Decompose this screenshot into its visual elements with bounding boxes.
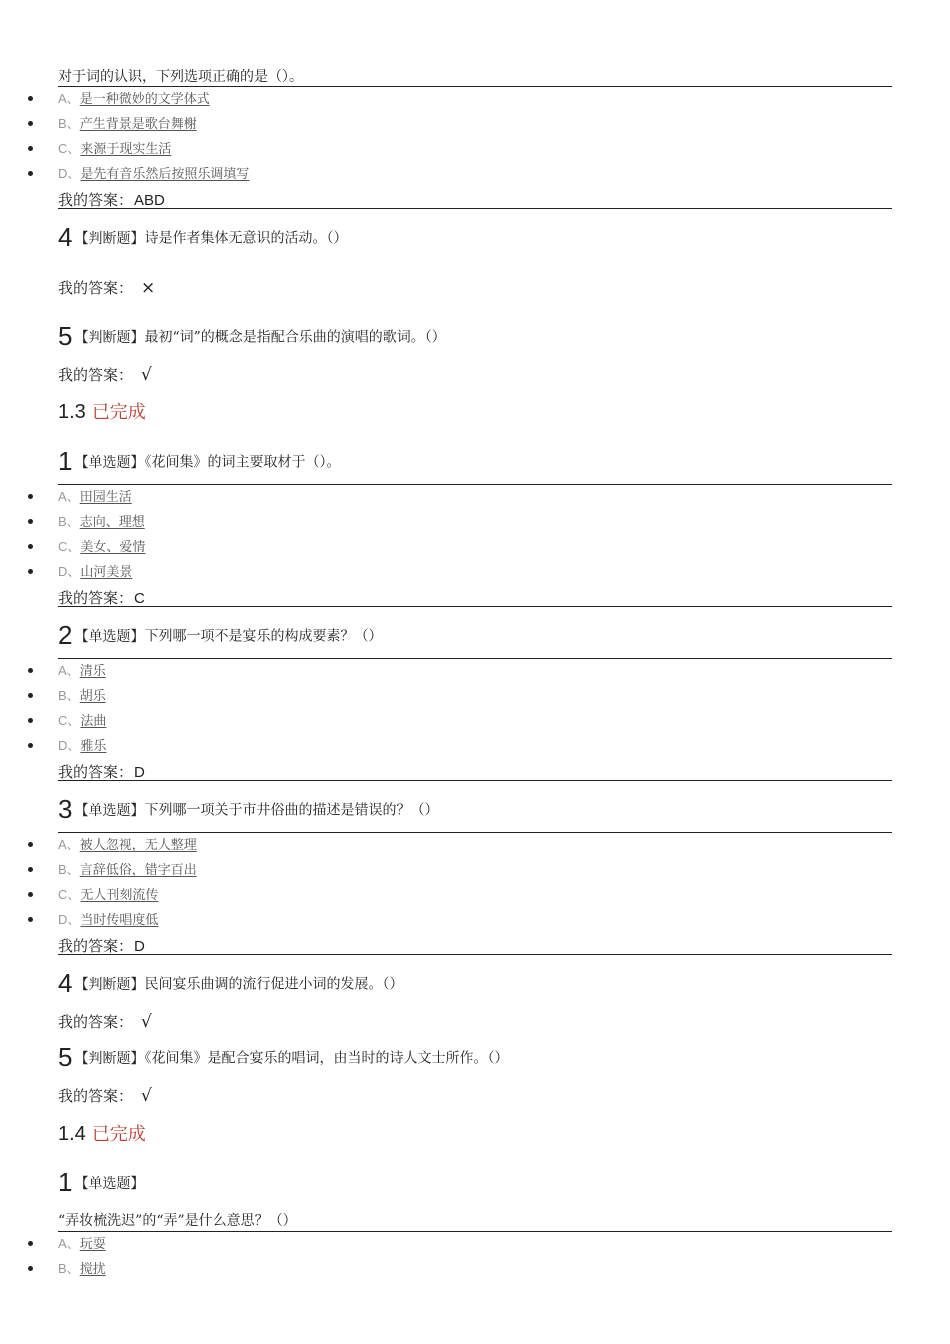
question-header: 4 【判断题】民间宴乐曲调的流行促进小词的发展。（） xyxy=(58,968,404,998)
my-answer: 我的答案： √ xyxy=(58,365,152,385)
option-b[interactable]: B、言辞低俗，错字百出 xyxy=(28,860,197,880)
my-answer: 我的答案：ABD xyxy=(58,191,165,209)
divider xyxy=(58,208,892,209)
question-header: 1 【单选题】《花间集》的词主要取材于（）。 xyxy=(58,446,341,476)
bullet-icon xyxy=(28,519,33,524)
bullet-icon xyxy=(28,121,33,126)
question-header: 5 【判断题】《花间集》是配合宴乐的唱词，由当时的诗人文士所作。（） xyxy=(58,1042,509,1072)
divider xyxy=(58,658,892,659)
my-answer: 我的答案： √ xyxy=(58,1086,152,1106)
bullet-icon xyxy=(28,569,33,574)
bullet-icon xyxy=(28,544,33,549)
section-title: 1.3 已完成 xyxy=(58,401,146,423)
divider xyxy=(58,484,892,485)
option-b[interactable]: B、产生背景是歌台舞榭 xyxy=(28,114,197,134)
bullet-icon xyxy=(28,1241,33,1246)
option-a[interactable]: A、是一种微妙的文学体式 xyxy=(28,89,210,109)
option-d[interactable]: D、当时传唱度低 xyxy=(28,910,158,930)
bullet-icon xyxy=(28,842,33,847)
option-a[interactable]: A、清乐 xyxy=(28,661,106,681)
bullet-icon xyxy=(28,96,33,101)
option-d[interactable]: D、雅乐 xyxy=(28,736,106,756)
section-title: 1.4 已完成 xyxy=(58,1123,146,1145)
divider xyxy=(58,954,892,955)
option-a[interactable]: A、玩耍 xyxy=(28,1234,106,1254)
option-a[interactable]: A、田园生活 xyxy=(28,487,132,507)
question-text: “弄妆梳洗迟”的“弄”是什么意思？（） xyxy=(58,1213,297,1229)
divider xyxy=(58,606,892,607)
question-header: 4 【判断题】诗是作者集体无意识的活动。（） xyxy=(58,222,348,252)
bullet-icon xyxy=(28,718,33,723)
option-c[interactable]: C、美女、爱情 xyxy=(28,537,145,557)
option-a[interactable]: A、被人忽视，无人整理 xyxy=(28,835,197,855)
option-d[interactable]: D、是先有音乐然后按照乐调填写 xyxy=(28,164,249,184)
option-d[interactable]: D、山河美景 xyxy=(28,562,132,582)
my-answer: 我的答案：D xyxy=(58,763,145,781)
option-c[interactable]: C、法曲 xyxy=(28,711,106,731)
bullet-icon xyxy=(28,693,33,698)
check-icon: √ xyxy=(141,1012,152,1032)
option-b[interactable]: B、志向、理想 xyxy=(28,512,145,532)
question-header: 1 【单选题】 xyxy=(58,1167,145,1197)
bullet-icon xyxy=(28,743,33,748)
option-b[interactable]: B、胡乐 xyxy=(28,686,106,706)
option-b[interactable]: B、搅扰 xyxy=(28,1259,106,1279)
bullet-icon xyxy=(28,867,33,872)
question-text: 对于词的认识，下列选项正确的是（）。 xyxy=(58,69,303,85)
divider xyxy=(58,832,892,833)
option-c[interactable]: C、无人刊刻流传 xyxy=(28,885,158,905)
bullet-icon xyxy=(28,1266,33,1271)
bullet-icon xyxy=(28,146,33,151)
option-c[interactable]: C、来源于现实生活 xyxy=(28,139,171,159)
divider xyxy=(58,780,892,781)
check-icon: √ xyxy=(141,1086,152,1106)
my-answer: 我的答案： × xyxy=(58,278,156,298)
bullet-icon xyxy=(28,668,33,673)
question-header: 3 【单选题】下列哪一项关于市井俗曲的描述是错误的？（） xyxy=(58,794,439,824)
question-header: 5 【判断题】最初“词”的概念是指配合乐曲的演唱的歌词。（） xyxy=(58,321,446,351)
my-answer: 我的答案： √ xyxy=(58,1012,152,1032)
cross-icon: × xyxy=(141,278,156,298)
bullet-icon xyxy=(28,892,33,897)
question-header: 2 【单选题】下列哪一项不是宴乐的构成要素？（） xyxy=(58,620,383,650)
bullet-icon xyxy=(28,494,33,499)
divider xyxy=(58,86,892,87)
bullet-icon xyxy=(28,917,33,922)
my-answer: 我的答案：D xyxy=(58,937,145,955)
my-answer: 我的答案：C xyxy=(58,589,145,607)
check-icon: √ xyxy=(141,365,152,385)
bullet-icon xyxy=(28,171,33,176)
divider xyxy=(58,1231,892,1232)
